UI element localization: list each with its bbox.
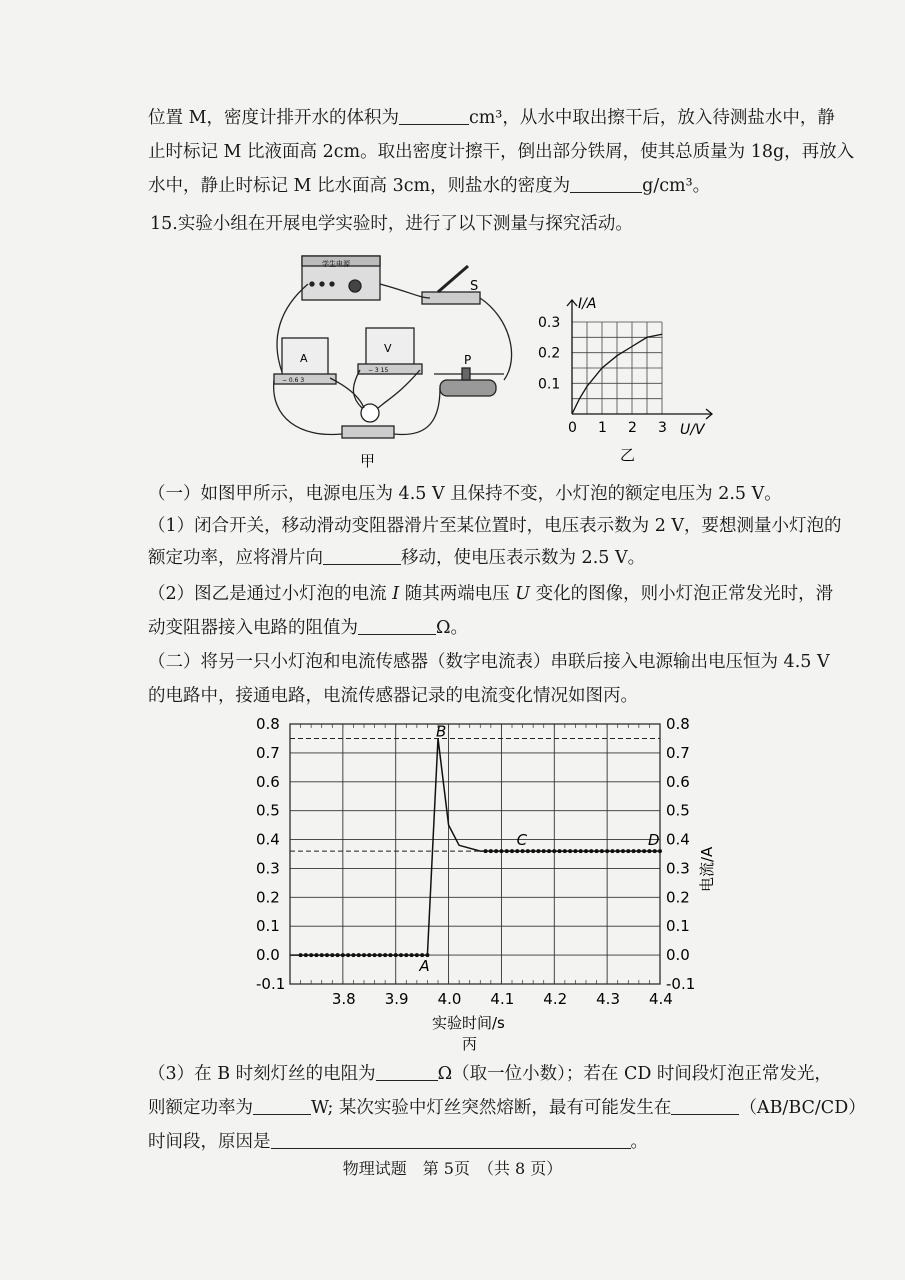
current-curve [290,738,660,955]
answer-blank-direction[interactable] [323,546,401,565]
y-tick-label-left: 0.5 [256,801,280,820]
data-point [383,953,387,957]
y-tick-label-right: 0.6 [666,772,690,791]
y-tick-label-left: 0.0 [256,946,280,965]
plot-frame [290,724,660,984]
data-point [563,849,567,853]
sub-3-line-1 [148,1062,832,1086]
y-tick-label: 0.2 [538,345,561,362]
y-tick-label-left: 0.3 [256,859,280,878]
switch-label: S [470,279,479,294]
part-2-line-1: （二）将另一只小灯泡和电流传感器（数字电流表）串联后接入电源输出电压恒为 4.5 V [148,652,830,672]
text: （2）图乙是通过小灯泡的电流 [148,584,393,604]
data-point [367,953,371,957]
data-point [647,849,651,853]
power-label: 学生电源 [322,260,350,268]
data-point [637,849,641,853]
ammeter-scale: − 0.6 3 [282,377,305,384]
data-point [510,849,514,853]
figure-caption-yi: 乙 [620,446,636,464]
x-tick-label: 4.3 [596,990,621,1008]
x-axis-label: 实验时间/s [432,1014,505,1032]
y-tick-label: 0.3 [538,315,561,331]
sub-1-line-2 [148,546,645,570]
data-point [542,849,546,853]
sub-1-line-1: （1）闭合开关，移动滑动变阻器滑片至某位置时，电压表示数为 2 V，要想测量小灯泡的 [148,516,842,536]
data-point [558,849,562,853]
data-point [357,953,361,957]
data-point [658,849,662,853]
text: 时间段，原因是 [148,1132,271,1152]
sub-3-line-2 [148,1096,866,1120]
answer-blank-reason[interactable] [271,1130,631,1149]
data-point [499,849,503,853]
voltmeter-label: V [384,342,392,355]
data-point [584,849,588,853]
figure-caption-jia: 甲 [360,452,376,470]
point-label-c: C [516,831,528,850]
data-point [515,849,519,853]
data-point [320,953,324,957]
y-tick-label-right: 0.5 [666,801,690,820]
chart-bing [250,712,730,1057]
x-tick-label: 3.8 [331,990,356,1008]
text: （3）在 B 时刻灯丝的电阻为 [148,1064,376,1084]
data-point [531,849,535,853]
question-14-line-2: 止时标记 M 比液面高 2cm。取出密度计擦干，倒出部分铁屑，使其总质量为 18g，再放入 [148,142,855,162]
data-point [378,953,382,957]
data-point [626,849,630,853]
data-point [410,953,414,957]
point-label-a: A [419,957,430,976]
question-14-line-3 [148,174,710,198]
ammeter-label: A [300,352,308,365]
x-tick-label: 3.9 [384,990,409,1008]
text: 动变阻器接入电路的阻值为 [148,618,358,638]
data-point [505,849,509,853]
y-tick-label-left: 0.1 [256,917,280,936]
data-point [346,953,350,957]
data-point [415,953,419,957]
chart-yi [530,292,720,464]
part-1-intro: （一）如图甲所示，电源电压为 4.5 V 且保持不变，小灯泡的额定电压为 2.5 V。 [148,484,782,504]
x-tick-label: 4.2 [543,990,568,1008]
y-tick-label-left: 0.2 [256,888,280,907]
answer-blank-density[interactable] [570,174,642,193]
text: 位置 M，密度计排开水的体积为 [148,108,399,128]
text: 移动，使电压表示数为 2.5 V。 [401,548,646,568]
data-point [325,953,329,957]
text: W; 某次实验中灯丝突然熔断，最有可能发生在 [311,1098,672,1118]
y-tick-label-right: 0.4 [666,830,690,849]
data-point [573,849,577,853]
answer-blank-resistance[interactable] [358,616,436,635]
x-axis-label: U/V [680,422,705,438]
rheostat [440,380,496,396]
text: 随其两端电压 [399,584,516,604]
x-tick-label: 4.1 [490,990,515,1008]
data-point [600,849,604,853]
data-point [304,953,308,957]
y-axis-label: 电流/A [698,846,716,892]
y-tick-label-left: 0.7 [256,743,280,762]
x-tick-label: 0 [568,420,577,436]
question-14-line-1 [148,106,835,130]
x-tick-label: 2 [628,420,637,436]
point-label-b: B [436,722,447,741]
data-point [521,849,525,853]
data-point [484,849,488,853]
sub-2-line-1 [148,582,833,606]
answer-blank-power[interactable] [253,1096,311,1115]
data-point [388,953,392,957]
text: 水中，静止时标记 M 比水面高 3cm，则盐水的密度为 [148,176,571,196]
data-point [632,849,636,853]
data-point [489,849,493,853]
symbol-i: I [392,584,400,604]
data-point [605,849,609,853]
y-tick-label-right: 0.1 [666,917,690,936]
y-tick-label-right: 0.2 [666,888,690,907]
data-point [330,953,334,957]
data-point [610,849,614,853]
x-tick-label: 1 [598,420,607,436]
x-tick-label: 4.4 [649,990,673,1008]
data-point [494,849,498,853]
symbol-u: U [515,584,531,604]
data-point [616,849,620,853]
data-point [399,953,403,957]
text: 则额定功率为 [148,1098,253,1118]
sub-3-line-3 [148,1130,648,1154]
answer-blank-b-resistance[interactable] [376,1062,438,1081]
question-15-title: 15.实验小组在开展电学实验时，进行了以下测量与探究活动。 [150,214,633,234]
y-tick-label-left: 0.6 [256,772,280,791]
text: cm³，从水中取出擦干后，放入待测盐水中，静 [468,108,835,128]
text: Ω。 [436,618,469,638]
data-point [394,953,398,957]
x-tick-label: 4.0 [437,990,462,1008]
data-point [568,849,572,853]
y-tick-label-left: 0.8 [256,715,280,733]
page-footer: 物理试题 第 5页 （共 8 页） [342,1159,563,1178]
text: 变化的图像，则小灯泡正常发光时，滑 [530,584,834,604]
sub-2-line-2 [148,616,468,640]
data-point [373,953,377,957]
y-tick-label-right: 0.7 [666,743,690,762]
data-point [589,849,593,853]
point-label-d: D [648,831,660,850]
voltmeter-scale: − 3 15 [368,367,389,374]
data-point [299,953,303,957]
y-tick-label-right: 0.0 [666,946,690,965]
data-point [309,953,313,957]
y-tick-label-right: -0.1 [666,975,696,993]
data-point [336,953,340,957]
x-tick-label: 3 [658,420,667,436]
figure-caption-bing: 丙 [462,1035,478,1053]
data-point [552,849,556,853]
y-tick-label-left: 0.4 [256,830,280,849]
slider-label: P [464,353,472,367]
text: （AB/BC/CD） [739,1098,866,1118]
data-point [595,849,599,853]
data-point [362,953,366,957]
data-point [547,849,551,853]
y-axis-label: I/A [578,296,597,312]
data-point [404,953,408,957]
data-point [642,849,646,853]
data-point [526,849,530,853]
text: 。 [630,1132,648,1152]
y-tick-label: 0.1 [538,376,561,393]
text: Ω（取一位小数）；若在 CD 时间段灯泡正常发光， [437,1064,832,1084]
data-point [351,953,355,957]
answer-blank-period[interactable] [671,1096,739,1115]
data-point [579,849,583,853]
data-point [653,849,657,853]
part-2-line-2: 的电路中，接通电路，电流传感器记录的电流变化情况如图丙。 [148,686,638,706]
answer-blank-volume[interactable] [399,106,469,125]
y-tick-label-left: -0.1 [256,975,286,993]
data-point [341,953,345,957]
text: 额定功率，应将滑片向 [148,548,323,568]
data-point [536,849,540,853]
text: g/cm³。 [642,176,711,196]
data-point [314,953,318,957]
y-tick-label-right: 0.3 [666,859,690,878]
data-point [621,849,625,853]
y-tick-label-right: 0.8 [666,715,690,733]
circuit-diagram-jia [260,248,530,473]
